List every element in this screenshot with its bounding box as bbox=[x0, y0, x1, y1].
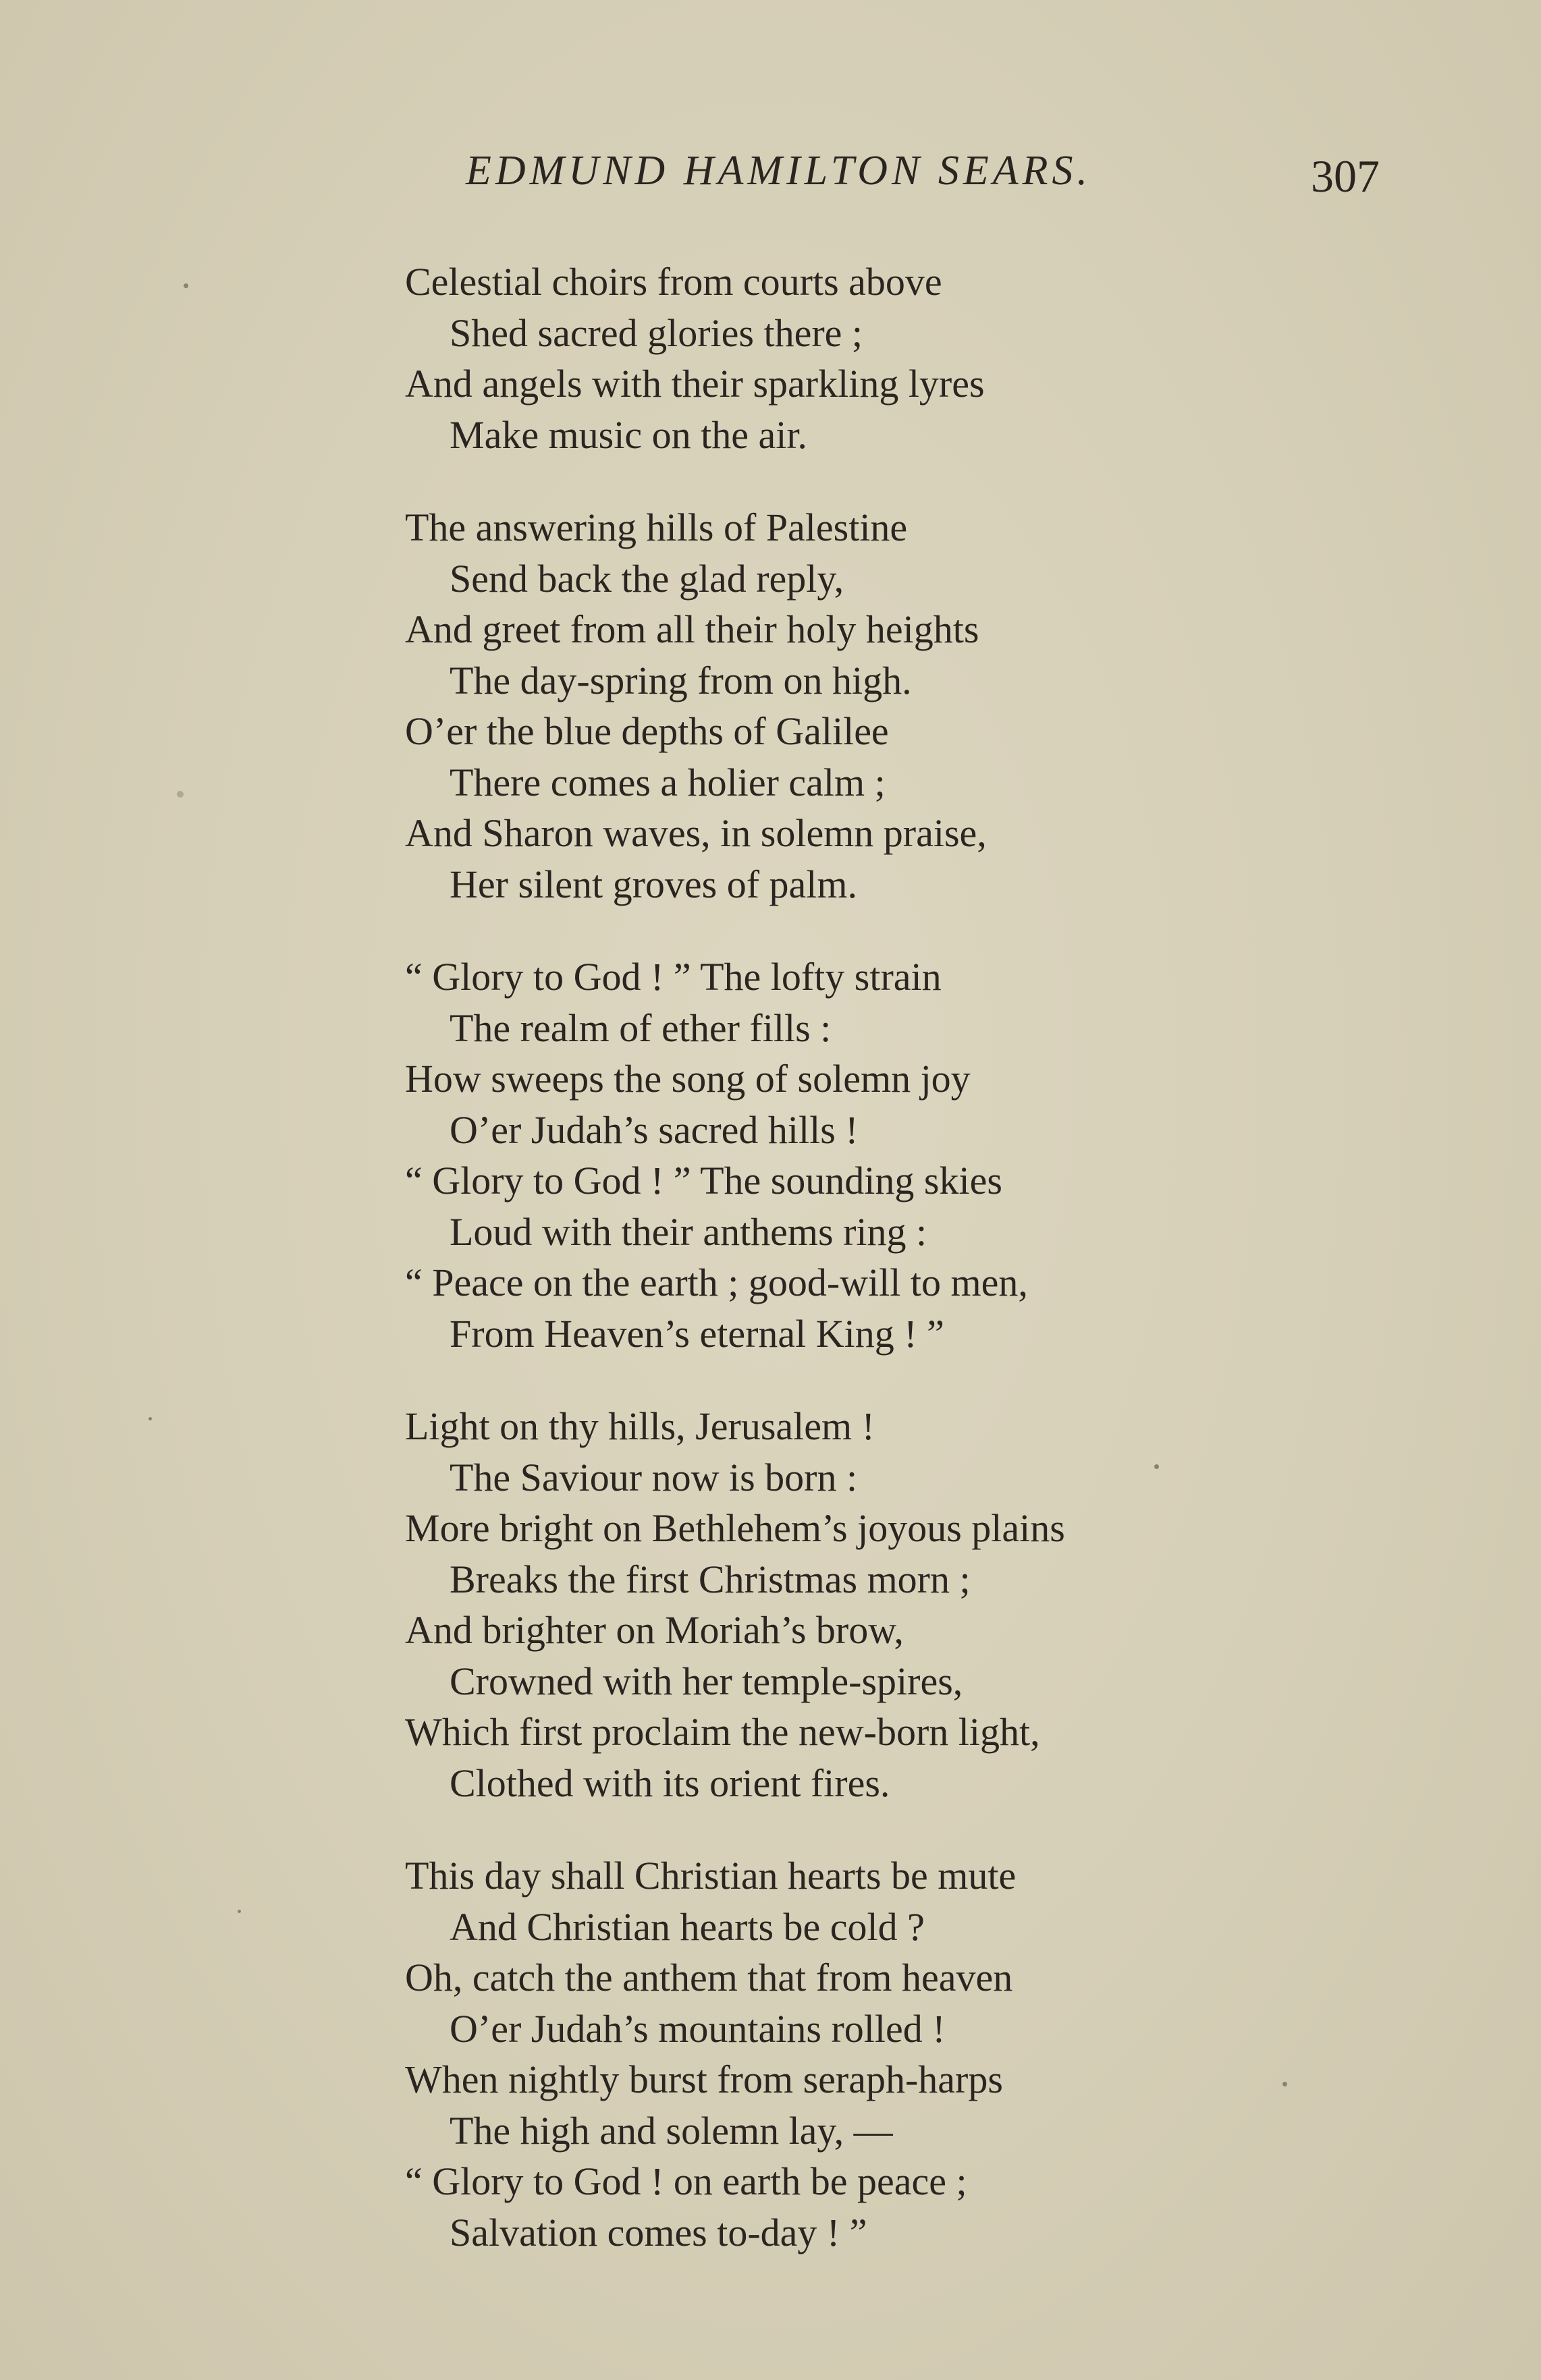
page-number: 307 bbox=[1311, 150, 1380, 202]
poem-line: “ Peace on the earth ; good-will to men, bbox=[405, 1261, 1028, 1304]
poem-line: The Saviour now is born : bbox=[450, 1455, 858, 1499]
poem-line: And Christian hearts be cold ? bbox=[450, 1904, 925, 1949]
poem-line: When nightly burst from seraph-harps bbox=[405, 2057, 1003, 2101]
poem bbox=[405, 256, 1282, 2300]
poem-line: And greet from all their holy heights bbox=[405, 607, 979, 651]
poem-line: The high and solemn lay, — bbox=[450, 2108, 893, 2153]
paper-speck bbox=[1282, 2082, 1287, 2086]
poem-line: Crowned with her temple-spires, bbox=[450, 1659, 963, 1703]
poem-line: The realm of ether fills : bbox=[450, 1005, 832, 1050]
poem-line: More bright on Bethlehem’s joyous plains bbox=[405, 1506, 1065, 1550]
poem-line: And Sharon waves, in solemn praise, bbox=[405, 811, 987, 855]
paper-speck bbox=[184, 283, 188, 288]
poem-line: There comes a holier calm ; bbox=[450, 760, 886, 804]
stanza-5 bbox=[405, 1850, 1282, 2258]
running-header-title: EDMUND HAMILTON SEARS. bbox=[466, 148, 1091, 194]
paper-speck bbox=[148, 1417, 152, 1420]
poem-line: And brighter on Moriah’s brow, bbox=[405, 1608, 904, 1652]
poem-line: O’er Judah’s sacred hills ! bbox=[450, 1107, 859, 1152]
stanza-4 bbox=[405, 1401, 1282, 1808]
poem-line: Salvation comes to-day ! ” bbox=[450, 2210, 867, 2254]
poem-line: Make music on the air. bbox=[450, 412, 807, 457]
stanza-3 bbox=[405, 951, 1282, 1359]
paper-speck bbox=[1154, 1464, 1159, 1469]
poem-line: This day shall Christian hearts be mute bbox=[405, 1854, 1017, 1898]
poem-line: Breaks the first Christmas morn ; bbox=[450, 1557, 971, 1601]
poem-line: How sweeps the song of solemn joy bbox=[405, 1057, 971, 1101]
poem-line: Loud with their anthems ring : bbox=[450, 1209, 927, 1254]
poem-line: The answering hills of Palestine bbox=[405, 505, 908, 549]
poem-line: The day-spring from on high. bbox=[450, 658, 912, 702]
poem-line: And angels with their sparkling lyres bbox=[405, 362, 985, 406]
poem-line: Which first proclaim the new-born light, bbox=[405, 1710, 1040, 1754]
poem-line: Clothed with its orient fires. bbox=[450, 1761, 890, 1805]
poem-line: Celestial choirs from courts above bbox=[405, 260, 942, 304]
poem-line: O’er Judah’s mountains rolled ! bbox=[450, 2006, 946, 2051]
poem-line: Send back the glad reply, bbox=[450, 556, 844, 601]
poem-line: Shed sacred glories there ; bbox=[450, 310, 863, 355]
stanza-2 bbox=[405, 502, 1282, 910]
poem-line: “ Glory to God ! on earth be peace ; bbox=[405, 2159, 967, 2203]
stanza-1 bbox=[405, 256, 1282, 460]
poem-line: From Heaven’s eternal King ! ” bbox=[450, 1311, 944, 1356]
paper-speck bbox=[238, 1910, 241, 1913]
poem-line: Oh, catch the anthem that from heaven bbox=[405, 1956, 1013, 1999]
paper-speck bbox=[177, 791, 184, 798]
poem-line: Light on thy hills, Jerusalem ! bbox=[405, 1404, 875, 1448]
poem-line: “ Glory to God ! ” The sounding skies bbox=[405, 1159, 1002, 1202]
poem-line: “ Glory to God ! ” The lofty strain bbox=[405, 955, 942, 999]
poem-line: Her silent groves of palm. bbox=[450, 862, 858, 906]
poem-line: O’er the blue depths of Galilee bbox=[405, 709, 889, 753]
